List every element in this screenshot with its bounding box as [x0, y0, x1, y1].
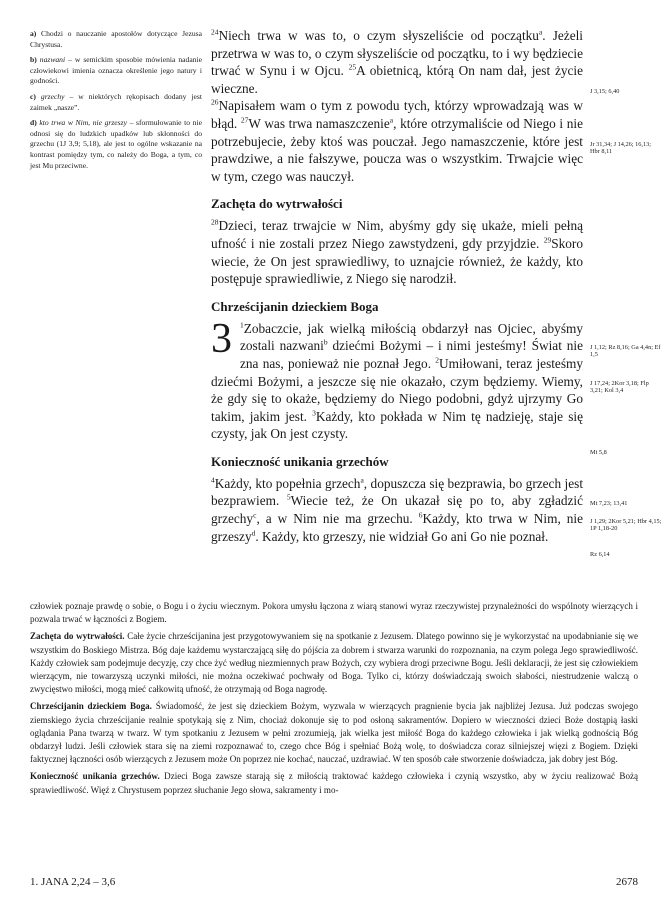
scripture-text — [211, 27, 583, 545]
commentary-paragraph: Chrześcijanin dzieckiem Boga. Świadomość, że jest się dzieckiem Bożym, wyzwala w wierzących pragnienie bycia jak najbliżej Jezusa. Już podczas swojego ziemskiego życia chrześcijanie realnie spotykają się z Nim, chociaż dokonuje się to pod osłoną sakramentów. Dopiero w wieczności dzieci Boże dostąpią łaski oglądania Pana twarzą w twarz. W tym spotkaniu z Jezusem w pełni zrozumieją, jak wielka jest miłość Boga do każdego człowieka i jak wielką godnością Bóg obdarzył ludzi. Jeśli człowiek stara się na ziemi rozpoznawać to, czego chce Bóg i spełniać Bożą wolę, to doświadcza coraz silniejszej więzi z Bogiem. Dzięki faktycznej łączności osób wierzących z Jezusem może On poprzez nie kochać, nauczać, uzdrawiać. W ten sposób całe stworzenie doświadcza, jak dobry jest Bóg. — [30, 701, 638, 765]
cross-reference: J 1,12; Rz 8,16; Ga 4,4n; Ef 1,5 — [590, 344, 661, 359]
paragraph-24-25: $^{24}$Niech trwa w was to, o czym słyszeliście od początku$^a$. Jeżeli przetrwa w was to, o czym słyszeliście od początku, to i wy będziecie trwać w Synu i w Ojcu. $^{25}$A obietnicą, którą On nam dał, jest życie wieczne. — [211, 27, 583, 96]
page-footer — [30, 876, 638, 888]
cross-reference: Rz 6,14 — [590, 551, 610, 558]
footnotes — [30, 29, 202, 176]
section-heading-child-of-god: Chrześcijanin dzieckiem Boga — [211, 298, 379, 314]
paragraph-4-6: $^4$Każdy, kto popełnia grzech$^a$, dopuszcza się bezprawia, bo grzech jest bezprawiem. $^5$Wiecie też, że On ukazał się po to, aby zgładzić grzechy$^c$, a w Nim nie ma grzechu. $^6$Każdy, kto trwa w Nim, nie grzeszy$^d$. Każdy, kto grzeszy, nie widział Go ani Go nie poznał. — [211, 475, 584, 544]
commentary-paragraph: człowiek poznaje prawdę o sobie, o Bogu i o życiu wiecznym. Pokora umysłu łączona z wiarą stanowi wyraz rzeczywistej przynależności do wspólnoty wierzących i pozwala trwać w łączności z Bogiem. — [30, 601, 638, 625]
cross-reference: J 1,29; 2Kor 5,21; Hbr 4,15; 1P 1,18-20 — [590, 518, 662, 533]
chapter-number: 3 — [211, 315, 232, 362]
paragraph-3-1-3: 3 $^1$Zobaczcie, jak wielką miłością obdarzył nas Ojciec, abyśmy zostali nazwani$^b$ dziećmi Bożymi – i nimi jesteśmy! Świat nie zna nas, ponieważ nie poznał Jego. $^2$Umiłowani, teraz jesteśmy dziećmi Bożymi, a jeszcze się nie okazało, czym będziemy. Wiemy, że gdy się to okaże, będziemy do Niego podobni, gdyż ujrzymy Go takim, jakim jest. $^3$Każdy, kto pokłada w Nim tę nadzieję, staje się czysty, jak On jest czysty. — [211, 315, 584, 442]
paragraph-28-29: $^{28}$Dzieci, teraz trwajcie w Nim, abyśmy gdy się ukaże, mieli pełną ufność i nie zostali przez Niego zawstydzeni, gdy przyjdzie. $^{29}$Skoro wiecie, że On jest sprawiedliwy, to uznajcie również, że każdy, kto postępuje sprawiedliwie, z Niego się narodził. — [211, 217, 583, 287]
cross-reference: J 3,15; 6,40 — [590, 88, 620, 95]
footnote-c: c) grzechy – w niektórych rękopisach dodany jest zaimek „nasze”. — [30, 91, 202, 112]
commentary-paragraph: Konieczność unikania grzechów. Dzieci Boga zawsze starają się z miłością traktować każdego człowieka i czynią wszystko, aby w życiu realizować Bożą sprawiedliwość. Więź z Chrystusem poprzez słuchanie Jego słowa, sakramenty i mo- — [30, 771, 638, 795]
footnote-d: d) kto trwa w Nim, nie grzeszy – sformułowanie to nie odnosi się do ludzkich upadków lub skłonności do grzechu (1J 3,9; 5,18), ale jest to ogólne wskazanie na kontrast pomiędzy tym, co należy do Boga, a tym, co jest Mu przeciwne. — [30, 118, 202, 170]
running-head: 1. JANA 2,24 – 3,6 — [30, 876, 116, 888]
paragraph-26-27: $^{26}$Napisałem wam o tym z powodu tych, którzy wprowadzają was w błąd. $^{27}$W was trwa namaszczenie$^a$, które otrzymaliście od Niego i nie potrzebujecie, żeby ktoś was pouczał. Jego namaszczenie, które jest prawdziwe, a nie fałszywe, poucza was o wszystkim. Trwajcie więc w tym, czego was nauczył. — [211, 97, 583, 184]
page-number: 2678 — [616, 876, 638, 888]
commentary-paragraph: Zachęta do wytrwałości. Całe życie chrześcijanina jest przygotowywaniem się na spotkanie z Jezusem. Dlatego powinno się je wykorzystać na upodabnianie się we wszystkim do Boskiego Mistrza. Bóg daje każdemu wystarczającą siłę do pójścia za dobrem i stwarza warunki do rozpoznania, na czym polega Jego sprawiedliwość. Każdy człowiek sam podejmuje decyzję, czy chce żyć według niezmiennych praw Bożych, czy wybiera drogi przeciwne Bogu. Jeśli deklaracji, że jest się człowiekiem wierzącym, nie towarzyszą uczynki miłości, nie można oczekiwać pochwały od Boga. Tylko ci, którzy doświadczają swoich słabości, niestrudzenie walczą o zwycięstwo miłości, mogą mieć całkowitą ufność, że otrzymają od Boga nagrodę. — [30, 631, 639, 695]
cross-reference: J 17,24; 2Kor 3,18; Flp 3,21; Kol 3,4 — [590, 380, 649, 395]
footnote-a: a) Chodzi o nauczanie apostołów dotyczące Jezusa Chrystusa. — [30, 29, 202, 49]
section-heading-avoid-sin: Konieczność unikania grzechów — [211, 453, 389, 469]
cross-reference: Jr 31,34; J 14,26; 16,13; Hbr 8,11 — [590, 141, 652, 156]
section-heading-perseverance: Zachęta do wytrwałości — [211, 196, 343, 212]
cross-reference: Mt 5,8 — [590, 449, 607, 456]
cross-reference: Mt 7,23; 13,41 — [590, 500, 628, 507]
commentary — [30, 600, 638, 801]
footnote-b: b) nazwani – w semickim sposobie mówienia nadanie człowiekowi imienia oznacza określenie jego natury i godności. — [30, 55, 202, 86]
